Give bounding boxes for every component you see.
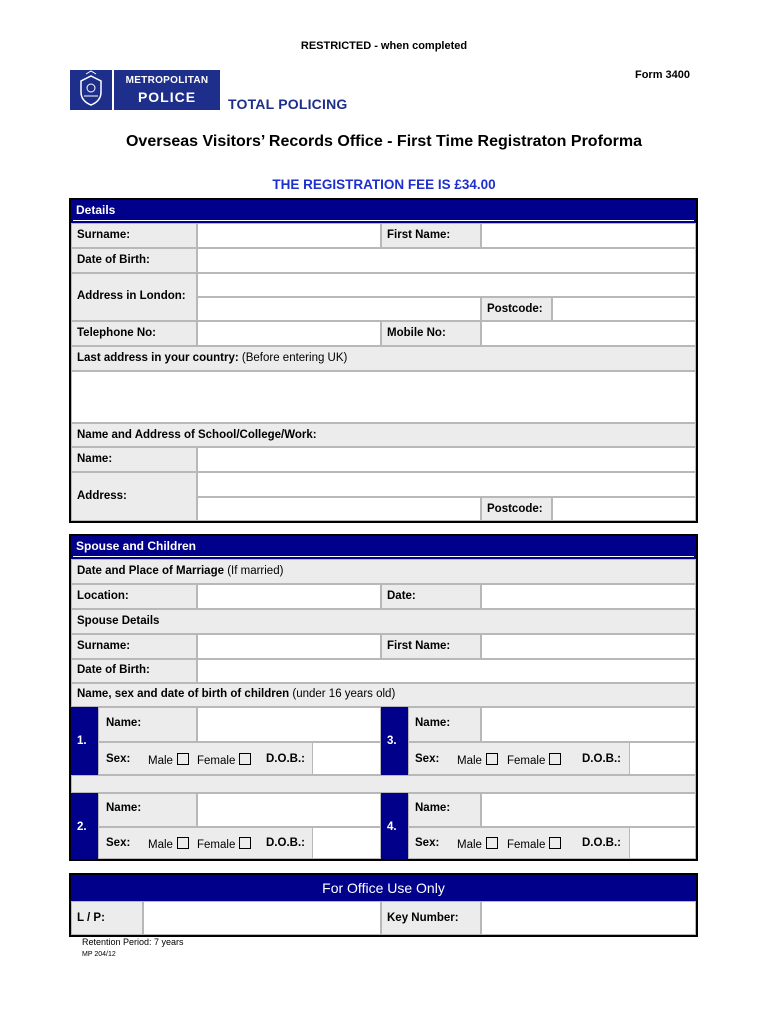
spouse-surname-label: Surname: xyxy=(77,640,131,652)
child-4-female-checkbox[interactable] xyxy=(549,837,561,849)
child-3-female: Female xyxy=(507,753,561,767)
children-spacer xyxy=(71,775,696,793)
key-number-field[interactable] xyxy=(481,901,696,935)
child-3-male: Male xyxy=(457,753,498,767)
office-use-heading: For Office Use Only xyxy=(322,880,445,896)
child-1-dob-field[interactable] xyxy=(312,742,381,775)
child-4-female: Female xyxy=(507,837,561,851)
details-header xyxy=(71,200,696,223)
school-postcode-label: Postcode: xyxy=(487,503,543,515)
mobile-field[interactable] xyxy=(481,321,696,346)
child-1-number: 1. xyxy=(71,707,98,775)
dob-label: Date of Birth: xyxy=(77,254,150,266)
child-4-name-label: Name: xyxy=(415,802,451,814)
child-1-female: Female xyxy=(197,753,251,767)
spouse-heading: Spouse and Children xyxy=(76,539,197,553)
office-use-header xyxy=(71,875,696,901)
child-4-male: Male xyxy=(457,837,498,851)
child-1-sex-label: Sex: xyxy=(106,753,131,765)
spouse-details-cell xyxy=(71,609,696,634)
spouse-dob-label: Date of Birth: xyxy=(77,664,150,676)
location-field[interactable] xyxy=(197,584,381,609)
child-3-sex-label: Sex: xyxy=(415,753,440,765)
location-label: Location: xyxy=(77,590,129,602)
first-name-label: First Name: xyxy=(387,229,451,241)
child-2-male-checkbox[interactable] xyxy=(177,837,189,849)
surname-label: Surname: xyxy=(77,229,131,241)
child-4-sex-label: Sex: xyxy=(415,837,440,849)
last-address-field[interactable] xyxy=(71,371,696,423)
child-4-male-checkbox[interactable] xyxy=(486,837,498,849)
logo-text xyxy=(114,70,220,110)
postcode-label: Postcode: xyxy=(487,303,543,315)
telephone-label: Telephone No: xyxy=(77,327,157,339)
crest-icon xyxy=(70,70,112,110)
form-number: Form 3400 xyxy=(634,69,690,81)
marriage-date-field[interactable] xyxy=(481,584,696,609)
child-2-dob-label: D.O.B.: xyxy=(266,837,305,849)
child-3-name-field[interactable] xyxy=(481,707,696,742)
spouse-first-name-label: First Name: xyxy=(387,640,451,652)
child-1-name-label: Name: xyxy=(106,717,142,729)
restricted-notice: RESTRICTED - when completed xyxy=(300,40,468,52)
school-address-label: Address: xyxy=(77,490,127,502)
child-4-name-field[interactable] xyxy=(481,793,696,827)
school-address-line1[interactable] xyxy=(197,472,696,497)
child-3-name-label: Name: xyxy=(415,717,451,729)
address-london-line1[interactable] xyxy=(197,273,696,297)
spouse-header xyxy=(71,536,696,559)
child-2-number: 2. xyxy=(71,793,98,859)
child-2-female: Female xyxy=(197,837,251,851)
child-2-name-field[interactable] xyxy=(197,793,381,827)
address-london-line2[interactable] xyxy=(197,297,481,321)
form-code: MP 204/12 xyxy=(82,951,116,958)
child-4-dob-label: D.O.B.: xyxy=(582,837,621,849)
school-postcode-field[interactable] xyxy=(552,497,696,521)
registration-fee: THE REGISTRATION FEE IS £34.00 xyxy=(272,177,496,192)
office-use-section xyxy=(69,873,698,937)
child-2-sex-label: Sex: xyxy=(106,837,131,849)
spouse-details-label: Spouse Details xyxy=(77,615,160,627)
child-2-female-checkbox[interactable] xyxy=(239,837,251,849)
child-3-male-checkbox[interactable] xyxy=(486,753,498,765)
school-heading: Name and Address of School/College/Work: xyxy=(77,429,317,441)
first-name-field[interactable] xyxy=(481,223,696,248)
dob-field[interactable] xyxy=(197,248,696,273)
telephone-field[interactable] xyxy=(197,321,381,346)
lp-label: L / P: xyxy=(77,912,105,924)
marriage-label: Date and Place of Marriage (If married) xyxy=(77,565,284,577)
spouse-dob-field[interactable] xyxy=(197,659,696,683)
spouse-section xyxy=(69,534,698,861)
child-3-dob-field[interactable] xyxy=(629,742,696,775)
child-4-dob-field[interactable] xyxy=(629,827,696,859)
lp-field[interactable] xyxy=(143,901,381,935)
spouse-surname-field[interactable] xyxy=(197,634,381,659)
child-1-female-checkbox[interactable] xyxy=(239,753,251,765)
tagline: TOTAL POLICING xyxy=(228,96,348,112)
key-number-label: Key Number: xyxy=(387,912,459,924)
school-name-field[interactable] xyxy=(197,447,696,472)
child-1-name-field[interactable] xyxy=(197,707,381,742)
met-police-logo xyxy=(70,70,220,110)
retention-period: Retention Period: 7 years xyxy=(82,937,184,947)
date-label: Date: xyxy=(387,590,416,602)
address-london-label: Address in London: xyxy=(77,290,186,302)
school-name-label: Name: xyxy=(77,453,113,465)
child-3-dob-label: D.O.B.: xyxy=(582,753,621,765)
child-1-male-checkbox[interactable] xyxy=(177,753,189,765)
mobile-label: Mobile No: xyxy=(387,327,446,339)
logo-line2: POLICE xyxy=(137,89,197,105)
child-4-number: 4. xyxy=(381,793,408,859)
details-heading: Details xyxy=(76,203,116,217)
child-3-female-checkbox[interactable] xyxy=(549,753,561,765)
child-1-male: Male xyxy=(148,753,189,767)
surname-field[interactable] xyxy=(197,223,381,248)
logo-line1: METROPOLITAN xyxy=(125,75,209,86)
school-address-line2[interactable] xyxy=(197,497,481,521)
postcode-field[interactable] xyxy=(552,297,696,321)
page-title: Overseas Visitors’ Records Office - First Time Registraton Proforma xyxy=(125,133,643,150)
children-heading: Name, sex and date of birth of children (under 16 years old) xyxy=(77,688,396,700)
child-2-male: Male xyxy=(148,837,189,851)
spouse-first-name-field[interactable] xyxy=(481,634,696,659)
child-1-dob-label: D.O.B.: xyxy=(266,753,305,765)
child-2-name-label: Name: xyxy=(106,802,142,814)
child-3-number: 3. xyxy=(381,707,408,775)
last-address-label: Last address in your country: (Before entering UK) xyxy=(77,352,348,364)
child-2-dob-field[interactable] xyxy=(312,827,381,859)
details-section xyxy=(69,198,698,523)
